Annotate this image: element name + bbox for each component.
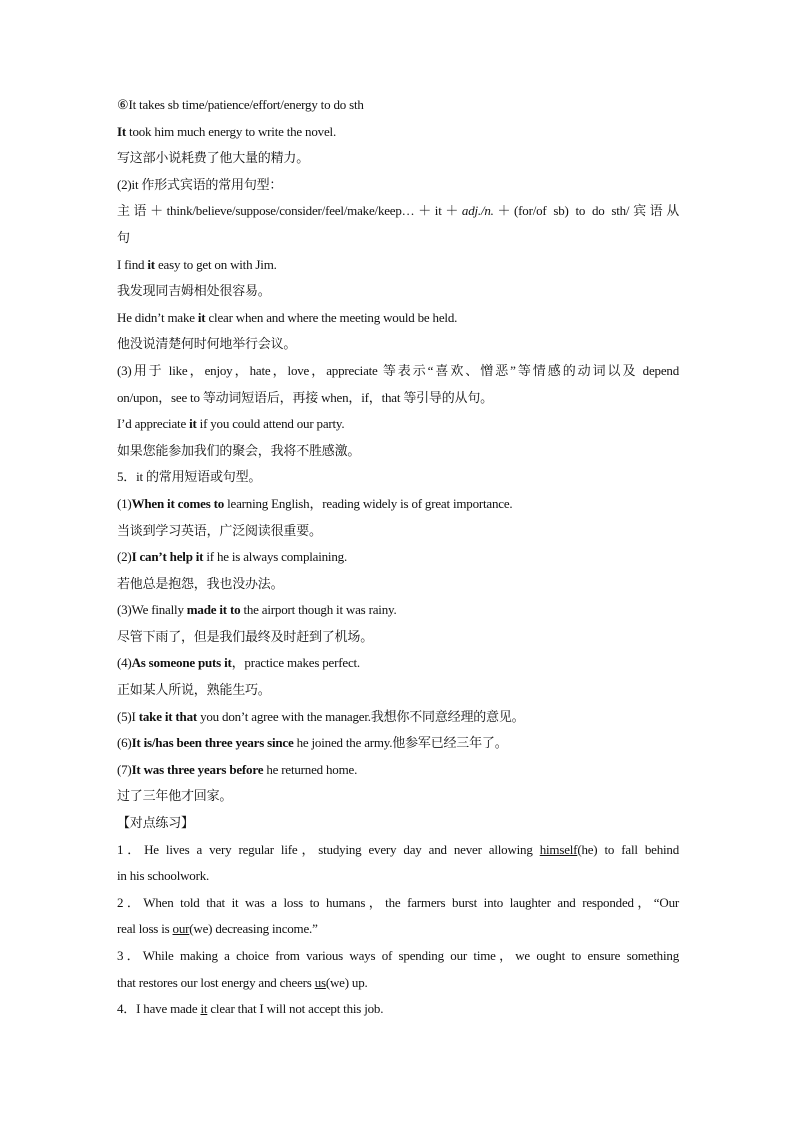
key-phrase: I can’t help it: [131, 549, 204, 565]
text-line: [117, 624, 679, 651]
text-segment: ＋(for/of sb) to do sth/宾语从: [493, 203, 679, 219]
text-line: [117, 518, 679, 545]
text-line: [117, 172, 679, 199]
text-segment: (3)We finally: [117, 602, 187, 618]
text-segment: 尽管下雨了，但是我们最终及时赶到了机场。: [117, 628, 374, 644]
text-segment: (4): [117, 655, 132, 671]
key-phrase: When it comes to: [131, 495, 225, 511]
text-segment: 他没说清楚何时何地举行会议。: [117, 336, 297, 352]
text-line: [117, 943, 679, 970]
text-segment: he joined the army.他参军已经三年了。: [293, 735, 508, 751]
text-segment: I find: [117, 256, 148, 272]
text-segment: the airport though it was rainy.: [240, 602, 397, 618]
text-line: [117, 119, 679, 146]
text-line: [117, 837, 679, 864]
text-segment: ⑥It takes sb time/patience/effort/energy to do sth: [117, 97, 364, 112]
text-line: [117, 890, 679, 917]
text-line: [117, 411, 679, 438]
key-phrase: made it to: [186, 602, 241, 618]
text-line: [117, 757, 679, 784]
text-segment: clear that I will not accept this job.: [207, 1001, 384, 1017]
text-line: [117, 252, 679, 279]
text-segment: (we) decreasing income.”: [189, 921, 318, 937]
text-line: [117, 491, 679, 518]
text-segment: 主语＋think/believe/suppose/consider/feel/make/keep…＋it＋: [117, 203, 462, 219]
text-segment: real loss is: [117, 921, 173, 937]
text-line: [117, 331, 679, 358]
text-segment: 2．When told that it was a loss to humans，the farmers burst into laughter and responded，“Our: [117, 894, 679, 910]
text-segment: (6): [117, 735, 132, 751]
answer-blank: it: [200, 1001, 208, 1017]
text-segment: He didn’t make: [117, 309, 198, 325]
text-segment: clear when and where the meeting would be held.: [205, 309, 458, 325]
text-segment: (5)I: [117, 708, 139, 724]
text-segment: (7): [117, 761, 132, 777]
text-segment: 【对点练习】: [117, 815, 194, 831]
text-line: [117, 916, 679, 943]
key-phrase: it: [147, 256, 155, 272]
text-segment: 写这部小说耗费了他大量的精力。: [117, 150, 310, 166]
text-segment: ，practice makes perfect.: [231, 655, 360, 671]
text-line: [117, 278, 679, 305]
text-line: [117, 464, 679, 491]
text-segment: (he) to fall behind: [577, 841, 680, 857]
text-segment: on/upon，see to 等动词短语后，再接 when，if，that 等引导的从句。: [117, 389, 493, 405]
text-segment: learning English，reading widely is of great importance.: [224, 495, 513, 511]
text-line: [117, 385, 679, 412]
text-segment: easy to get on with Jim.: [154, 256, 277, 272]
text-line: [117, 92, 679, 119]
text-segment: 如果您能参加我们的聚会，我将不胜感激。: [117, 442, 361, 458]
text-line: [117, 198, 679, 225]
text-line: [117, 438, 679, 465]
key-phrase: it: [189, 416, 197, 432]
text-segment: (we) up.: [325, 974, 368, 990]
text-line: [117, 970, 679, 997]
text-segment: adj./n.: [461, 203, 494, 219]
text-segment: that restores our lost energy and cheers: [117, 974, 315, 990]
text-segment: 当谈到学习英语，广泛阅读很重要。: [117, 522, 322, 538]
text-segment: 过了三年他才回家。: [117, 788, 233, 804]
text-segment: (2): [117, 549, 132, 565]
text-line: [117, 544, 679, 571]
text-line: [117, 597, 679, 624]
text-segment: 1．He lives a very regular life，studying every day and never allowing: [117, 841, 540, 857]
text-line: [117, 145, 679, 172]
text-segment: I’d appreciate: [117, 416, 190, 432]
key-phrase: As someone puts it: [131, 655, 232, 671]
text-segment: you don’t agree with the manager.我想你不同意经理的意见。: [197, 708, 525, 724]
text-segment: he returned home.: [263, 761, 358, 777]
text-line: [117, 996, 679, 1023]
text-line: [117, 863, 679, 890]
text-line: [117, 650, 679, 677]
key-phrase: It is/has been three years since: [131, 735, 294, 751]
text-segment: (1): [117, 495, 132, 511]
key-phrase: It was three years before: [131, 761, 264, 777]
text-segment: (2)it 作形式宾语的常用句型：: [117, 176, 283, 192]
text-line: [117, 677, 679, 704]
key-phrase: take it that: [138, 708, 198, 724]
text-segment: 我发现同吉姆相处很容易。: [117, 283, 271, 299]
answer-blank: us: [314, 974, 326, 990]
text-segment: took him much energy to write the novel.: [126, 123, 336, 139]
key-phrase: It: [117, 123, 126, 139]
text-line: [117, 783, 679, 810]
text-segment: 3．While making a choice from various ways of spending our time，we ought to ensure something: [117, 948, 679, 963]
text-line: [117, 305, 679, 332]
text-segment: if you could attend our party.: [196, 416, 345, 432]
text-line: [117, 358, 679, 385]
answer-blank: our: [172, 921, 190, 937]
document-page: [117, 92, 679, 1023]
text-segment: 5．it 的常用短语或句型。: [117, 469, 262, 485]
text-line: [117, 704, 679, 731]
answer-blank: himself: [539, 841, 578, 857]
text-line: [117, 810, 679, 837]
key-phrase: it: [197, 309, 206, 325]
text-segment: 4．I have made: [117, 1001, 201, 1017]
text-segment: 句: [117, 229, 130, 245]
text-line: [117, 571, 679, 598]
text-segment: (3)用于 like，enjoy，hate，love，appreciate 等表示“喜欢、憎恶”等情感的动词以及 depend: [117, 362, 679, 378]
text-segment: in his schoolwork.: [117, 868, 210, 884]
text-segment: 正如某人所说，熟能生巧。: [117, 682, 271, 698]
text-line: [117, 730, 679, 757]
text-segment: 若他总是抱怨，我也没办法。: [117, 575, 284, 591]
text-segment: if he is always complaining.: [203, 549, 347, 565]
text-line: [117, 225, 679, 252]
